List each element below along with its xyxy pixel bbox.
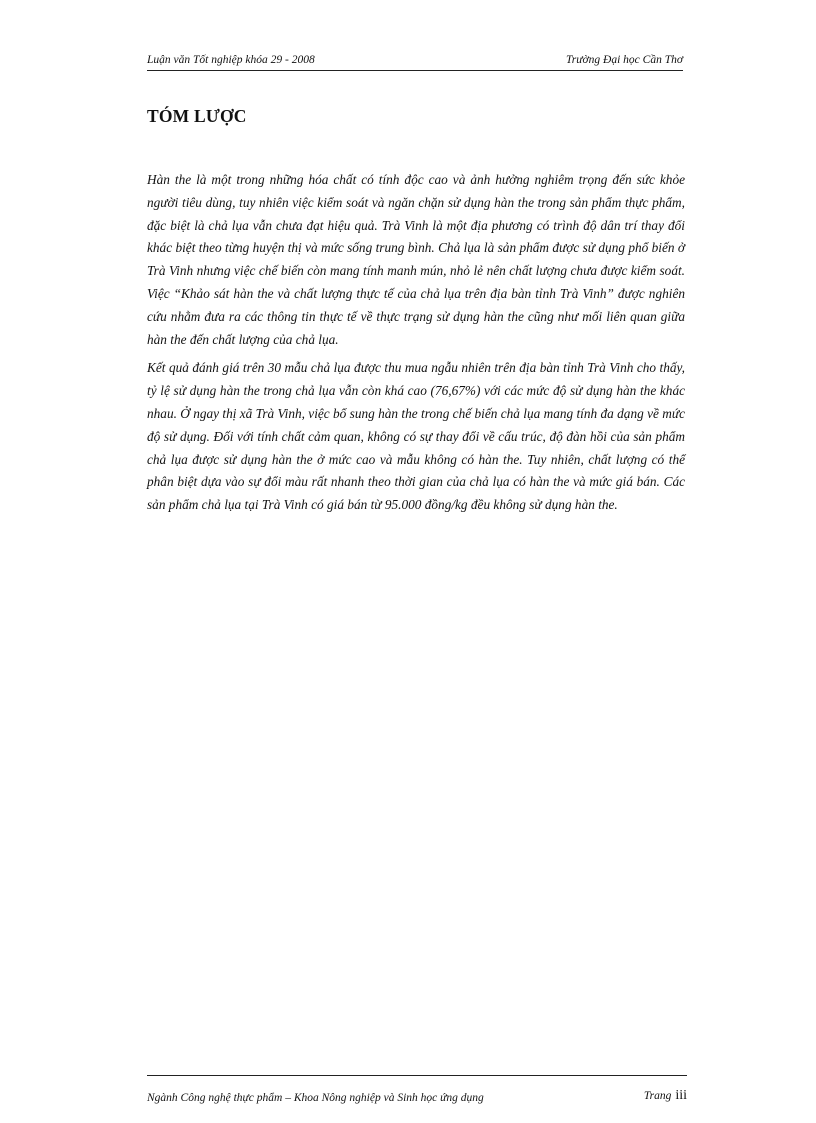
header-university: Trường Đại học Cần Thơ bbox=[566, 54, 683, 66]
page-header bbox=[147, 54, 683, 71]
page-title: TÓM LƯỢC bbox=[147, 106, 247, 126]
footer-page-label: Trang bbox=[643, 1090, 672, 1102]
page-number: iii bbox=[675, 1088, 687, 1103]
abstract-body bbox=[147, 169, 685, 523]
footer-page bbox=[644, 1088, 687, 1104]
page-footer bbox=[147, 1075, 687, 1104]
header-thesis-info: Luận văn Tốt nghiệp khóa 29 - 2008 bbox=[147, 54, 315, 66]
footer-department: Ngành Công nghệ thực phẩm – Khoa Nông nghiệp và Sinh học ứng dụng bbox=[147, 1092, 484, 1104]
abstract-paragraph-1: Hàn the là một trong những hóa chất có tính độc cao và ảnh hưởng nghiêm trọng đến sức khỏe người tiêu dùng, tuy nhiên việc kiểm soát và ngăn chặn sử dụng hàn the trong sản phẩm thực phẩm, đặc biệt là chả lụa vẫn chưa đạt hiệu quả. Trà Vinh là một địa phương có trình độ dân trí thay đổi khác biệt theo từng huyện thị và mức sống trung bình. Chả lụa là sản phẩm được sử dụng phổ biến ở Trà Vinh nhưng việc chế biến còn mang tính manh mún, nhỏ lẻ nên chất lượng chưa được kiểm soát. Việc “Khảo sát hàn the và chất lượng thực tế của chả lụa trên địa bàn tỉnh Trà Vinh” được nghiên cứu nhằm đưa ra các thông tin thực tế về thực trạng sử dụng hàn the cũng như mối liên quan giữa hàn the đến chất lượng của chả lụa. bbox=[147, 172, 685, 347]
abstract-paragraph-2: Kết quả đánh giá trên 30 mẫu chả lụa được thu mua ngẫu nhiên trên địa bàn tỉnh Trà Vinh cho thấy, tỷ lệ sử dụng hàn the trong chả lụa vẫn còn khá cao (76,67%) với các mức độ sử dụng hàn the khác nhau. Ở ngay thị xã Trà Vinh, việc bổ sung hàn the trong chế biến chả lụa mang tính đa dạng về mức độ sử dụng. Đối với tính chất cảm quan, không có sự thay đổi về cấu trúc, độ đàn hồi của sản phẩm chả lụa được sử dụng hàn the ở mức cao và mẫu không có hàn the. Tuy nhiên, chất lượng có thể phân biệt dựa vào sự đổi màu rất nhanh theo thời gian của chả lụa có hàn the và mức giá bán. Các sản phẩm chả lụa tại Trà Vinh có giá bán từ 95.000 đồng/kg đều không sử dụng hàn the. bbox=[147, 360, 685, 513]
